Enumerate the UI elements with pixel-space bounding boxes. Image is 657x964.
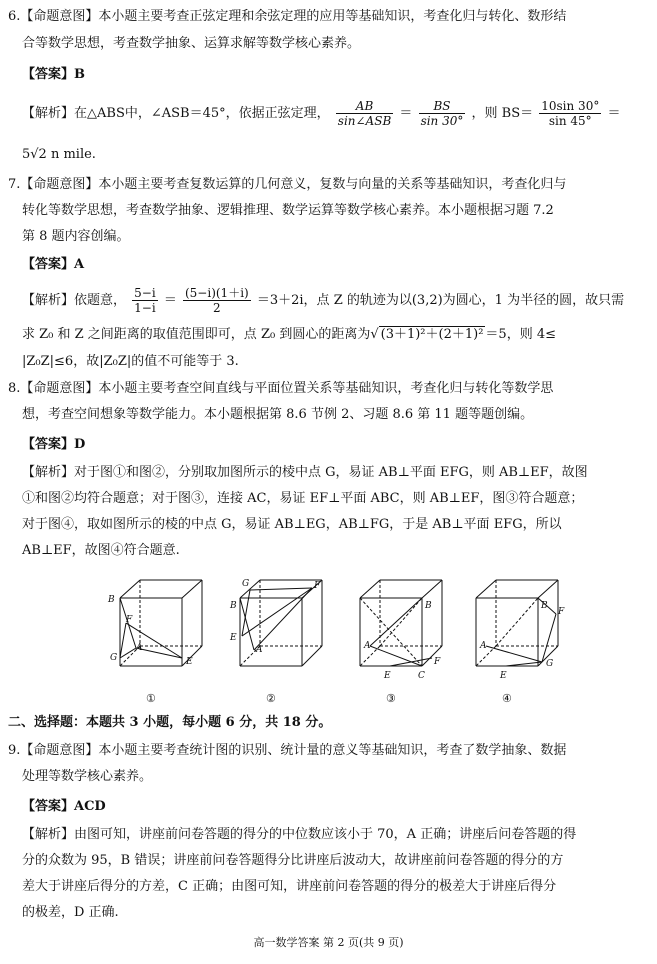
q6-analysis-text-b: ，则 BS＝ — [471, 106, 534, 121]
fig3-label-3: E — [384, 671, 391, 681]
q6-analysis-text: 【解析】在△ABS中，∠ASB＝45°，依据正弦定理， — [22, 106, 330, 121]
fig3-label-2: F — [434, 657, 441, 667]
fig1-label-3: A — [136, 643, 143, 653]
fig1-label-2: G — [110, 653, 118, 663]
fig2-label-2: B — [230, 601, 237, 611]
q6-f1-num: AB — [336, 99, 393, 114]
q7-line3-tail: ＝5，则 4≤ — [485, 327, 556, 342]
q7-intent-cont: 转化等数学思想，考查数学抽象、逻辑推理、数学运算等数学核心素养。本小题根据习题 7.2 — [22, 203, 554, 218]
fig1-caption: ① — [146, 692, 156, 705]
section-2-heading: 二、选择题：本题共 3 小题，每小题 6 分，共 18 分。 — [8, 715, 332, 730]
q6-f2-num: BS — [419, 99, 466, 114]
fig2-label-1: F — [314, 581, 321, 591]
q6-f3-den: sin 45° — [548, 114, 592, 128]
q6-fraction-3 — [539, 99, 601, 128]
q6-eq2: ＝ — [607, 106, 621, 121]
q9-intent-cont: 处理等数学核心素养。 — [22, 769, 153, 784]
q8-intent: 8.【命题意图】本小题主要考查空间直线与平面位置关系等基础知识，考查化归与转化等数学思 — [8, 381, 554, 396]
q6-intent-cont: 合等数学思想，考查数学抽象、运算求解等数学核心素养。 — [22, 36, 361, 51]
q7-analysis-text-b: ＝3＋2i，点 Z 的轨迹为以(3,2)为圆心，1 为半径的圆，故只需 — [256, 293, 625, 308]
page-footer: 高一数学答案 第 2 页(共 9 页) — [253, 936, 404, 949]
q9-analysis-2: 分的众数为 95，B 错误；讲座前问卷答题得分比讲座后波动大，故讲座前问卷答题的得分的方 — [22, 853, 564, 868]
q7-analysis — [22, 283, 624, 319]
cube-figure-3 — [360, 580, 442, 705]
q7-fraction-1 — [132, 286, 158, 315]
q9-analysis-3: 差大于讲座后得分的方差，C 正确；由图可知，讲座前问卷答题的得分的极差大于讲座后得分 — [22, 879, 557, 894]
fig1-label-4: E — [186, 657, 193, 667]
q6-f2-den: sin 30° — [420, 114, 464, 128]
q7-analysis-line4: |Z₀Z|≤6，故|Z₀Z|的值不可能等于 3. — [22, 354, 239, 369]
q7-f1-den: 1−i — [134, 301, 156, 315]
q6-fraction-2 — [419, 99, 466, 128]
fig3-label-1: A — [364, 641, 371, 651]
q7-sqrt-sign: √ — [370, 327, 379, 342]
q6-f1-den: sin∠ASB — [337, 114, 392, 128]
fig4-label-2: A — [480, 641, 487, 651]
fig4-label-0: B — [541, 601, 548, 611]
q7-answer: 【答案】A — [22, 257, 85, 272]
q9-analysis-4: 的极差，D 正确. — [22, 905, 119, 920]
q6-answer: 【答案】B — [22, 67, 85, 82]
q8-analysis-2: ①和图②均符合题意；对于图③，连接 AC，易证 EF⊥平面 ABC，则 AB⊥EF，图③符合题意； — [22, 491, 584, 506]
q8-analysis-1: 【解析】对于图①和图②，分别取加图所示的棱中点 G，易证 AB⊥平面 EFG，则 AB⊥EF，故图 — [22, 465, 588, 480]
fig4-label-4: E — [500, 671, 507, 681]
q6-f3-num: 10sin 30° — [541, 99, 600, 113]
q9-analysis-1: 【解析】由图可知，讲座前问卷答题的得分的中位数应该小于 70，A 正确；讲座后问卷答题的得 — [22, 827, 577, 842]
fig4-caption: ④ — [502, 692, 512, 705]
fig3-caption: ③ — [386, 692, 396, 705]
fig4-label-1: F — [558, 607, 565, 617]
q8-analysis-3: 对于图④，取如图所示的棱的中点 G，易证 AB⊥EG，AB⊥FG，于是 AB⊥平面 EFG，所以 — [22, 517, 562, 532]
q9-intent: 9.【命题意图】本小题主要考查统计图的识别、统计量的意义等基础知识，考查了数学抽象、数据 — [8, 743, 567, 758]
q6-result: 5√2 n mile. — [22, 147, 96, 162]
q6-analysis — [22, 96, 620, 132]
fig3-label-4: C — [418, 671, 425, 681]
q7-analysis-line3 — [22, 326, 556, 344]
q7-sqrt-radicand: (3＋1)²＋(2＋1)² — [380, 327, 484, 342]
fig1-label-1: F — [126, 615, 133, 625]
q6-eq1: ＝ — [399, 106, 413, 121]
fig2-label-0: G — [242, 579, 250, 589]
q7-line3-text: 求 Z₀ 和 Z 之间距离的取值范围即可，点 Z₀ 到圆心的距离为 — [22, 327, 371, 342]
fig1-label-0: B — [108, 595, 115, 605]
fig2-label-4: A — [256, 645, 263, 655]
q7-intent-cont-2: 第 8 题内容创编。 — [22, 229, 130, 244]
cube-figure-2 — [229, 579, 322, 705]
q7-analysis-text: 【解析】依题意， — [22, 293, 127, 308]
q7-f1-num: 5−i — [134, 286, 156, 300]
q7-intent: 7.【命题意图】本小题主要考查复数运算的几何意义，复数与向量的关系等基础知识，考查化归与 — [8, 177, 567, 192]
q7-eq1: ＝ — [163, 293, 177, 308]
cube-figures — [100, 578, 565, 712]
q8-intent-cont: 想，考查空间想象等数学能力。本小题根据第 8.6 节例 2、习题 8.6 第 11 题等题创编。 — [22, 407, 534, 422]
q7-f2-num: (5−i)(1＋i) — [184, 286, 249, 300]
q8-analysis-4: AB⊥EF，故图④符合题意. — [22, 543, 180, 558]
cube-figure-4 — [476, 580, 565, 705]
cube-figure-1 — [107, 580, 202, 705]
fig4-label-3: G — [546, 659, 554, 669]
q9-answer: 【答案】ACD — [22, 799, 106, 814]
q6-fraction-1 — [336, 99, 393, 128]
q7-fraction-2 — [183, 286, 251, 315]
q7-f2-den: 2 — [213, 301, 221, 315]
fig2-label-3: E — [230, 633, 237, 643]
fig3-label-0: B — [425, 601, 432, 611]
fig2-caption: ② — [266, 692, 276, 705]
q6-intent: 6.【命题意图】本小题主要考查正弦定理和余弦定理的应用等基础知识，考查化归与转化、数形结 — [8, 9, 567, 24]
q8-answer: 【答案】D — [22, 437, 86, 452]
